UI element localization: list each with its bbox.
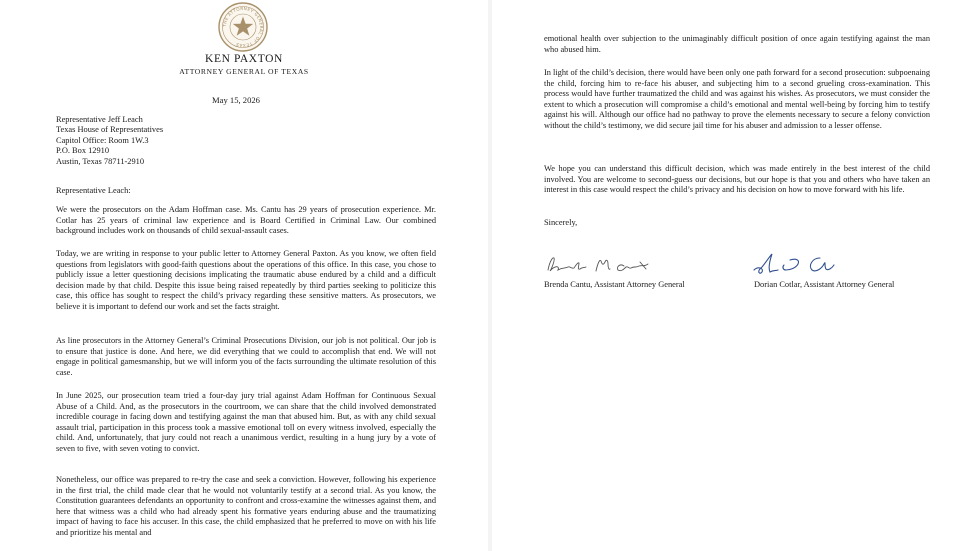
body-paragraph: In light of the child’s decision, there would have been only one path forward for a second prosecution: subpoenaing the child, forcing him to re-face his abuser, and subjecting him to a second grueling cross-examination. This process would have further traumatized the child and was against his wishes. As prosecutors, we must consider the extent to which a prosecution will compromise a child’s emotional and mental well-being by forcing him to testify against his will. Although our office had no pathway to prove the elements necessary to secure a felony conviction without the child’s testimony, we did secure jail time for his abuser and admission to a lesser offense. <box>544 68 930 130</box>
attorney-general-seal <box>218 2 268 52</box>
closing: Sincerely, <box>544 218 578 227</box>
body-paragraph: We were the prosecutors on the Adam Hoffman case. Ms. Cantu has 29 years of prosecution experience. Mr. Cotlar has 25 years of criminal law experience and is Board Certified in Criminal Law. Our combined background includes work on thousands of child sexual-assault cases. <box>56 205 436 236</box>
body-paragraph: As line prosecutors in the Attorney General’s Criminal Prosecutions Division, our job is not political. Our job is to ensure that justice is done. And here, we did everything that we could to accomplish that end. We will not engage in political gamesmanship, but we will inform you of the facts surrounding the ultimate resolution of this case. <box>56 336 436 377</box>
body-paragraph: We hope you can understand this difficult decision, which was made entirely in the best interest of the child involved. You are welcome to second-guess our decisions, but our hope is that you and others who have taken an interest in this case would respect the child’s privacy and his decision on how to move forward with his life. <box>544 164 930 195</box>
signer-cotlar: Dorian Cotlar, Assistant Attorney General <box>754 280 895 289</box>
body-paragraph: Nonetheless, our office was prepared to re-try the case and seek a conviction. However, following his experience in the first trial, the child made clear that he would not voluntarily testify at a second trial. As you know, the Constitution guarantees defendants an opportunity to confront and cross-examine the witnesses against them, and here that witness was a child who had already spent his formative years enduring abuse and the traumatizing impact of having to face his accuser. In this case, the child emphasized that he preferred to move on with his life and prioritize his mental and <box>56 475 436 537</box>
salutation: Representative Leach: <box>56 186 131 195</box>
body-paragraph: Today, we are writing in response to your public letter to Attorney General Paxton. As you know, we often field questions from legislators with good-faith questions about the operations of this office. In this case, you chose to publicly issue a letter questioning decisions implicating the traumatic abuse endured by a child and a difficult decision made by that child. Despite this issue being raised repeatedly by third parties seeking to politicize this case, this office has sought to respect the child’s privacy regarding these sensitive matters. As prosecutors, we believe it is important to defend our work and set the facts straight. <box>56 249 436 311</box>
attorney-general-name: KEN PAXTON <box>205 53 283 65</box>
recipient-line: Representative Jeff Leach <box>56 115 143 124</box>
svg-text:THE ATTORNEY GENERAL OF TEXAS: THE ATTORNEY GENERAL OF TEXAS <box>221 5 265 49</box>
body-paragraph: emotional health over subjection to the unimaginably difficult position of once again testifying against the man who abused him. <box>544 34 930 54</box>
letter-date: May 15, 2026 <box>212 95 260 105</box>
letter-page-right <box>492 0 980 551</box>
recipient-line: Texas House of Representatives <box>56 125 164 135</box>
recipient-line: Capitol Office: Room 1W.3 <box>56 135 149 145</box>
recipient-line: Austin, Texas 78711-2910 <box>56 156 145 166</box>
recipient-line: P.O. Box 12910 <box>56 146 110 156</box>
attorney-general-title: ATTORNEY GENERAL OF TEXAS <box>179 67 309 76</box>
letter-page-left <box>0 0 488 551</box>
signer-cantu: Brenda Cantu, Assistant Attorney General <box>544 280 685 289</box>
recipient-address <box>56 115 163 167</box>
cantu-signature <box>544 254 674 281</box>
body-paragraph: In June 2025, our prosecution team tried a four-day jury trial against Adam Hoffman for Continuous Sexual Abuse of a Child. And, as the prosecutors in the courtroom, we can share that the child involved demonstrated incredible courage in facing down and testifying against the man that abused him. But, as with any child sexual assault trial, participation in this process took a massive emotional toll on every witness involved, especially the child. And, unfortunately, that jury could not reach a unanimous verdict, resulting in a hung jury by a vote of seven to five, with seven voting to convict. <box>56 391 436 453</box>
